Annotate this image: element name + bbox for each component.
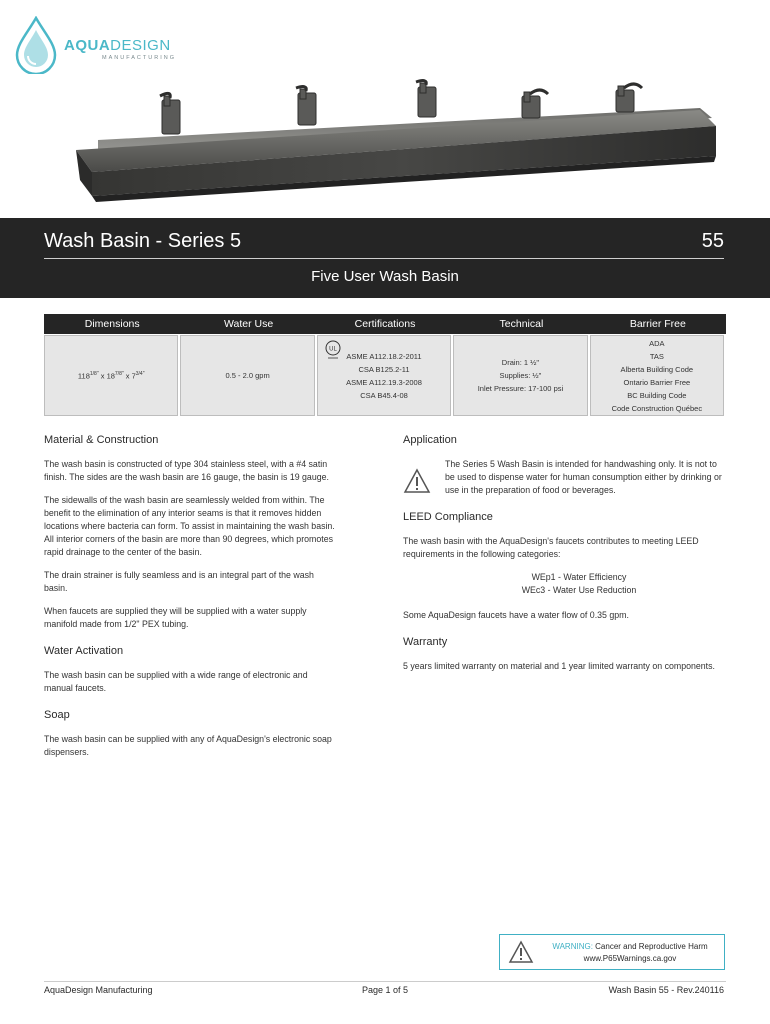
barrier-free-line: ADA xyxy=(649,338,665,348)
cert-line: ASME A112.19.3-2008 xyxy=(346,377,422,387)
title-divider xyxy=(44,258,724,259)
header-technical: Technical xyxy=(499,318,544,330)
footer-page-number: Page 1 of 5 xyxy=(362,985,409,995)
barrier-free-line: Code Construction Québec xyxy=(611,403,703,413)
section-heading-water-activation: Water Activation xyxy=(44,645,124,657)
water-use-value: 0.5 - 2.0 gpm xyxy=(225,371,270,380)
footer-divider xyxy=(44,981,726,982)
material-paragraph: The wash basin is constructed of type 304 stainless steel, with a #4 satin finish. The sides are the wash basin are 16 gauge, the basin is 19 gauge. xyxy=(44,459,329,482)
hero-image-area xyxy=(0,0,770,218)
barrier-free-line: TAS xyxy=(649,351,664,361)
svg-text:UL: UL xyxy=(328,346,337,353)
prop65-text xyxy=(540,941,720,965)
barrier-free-line: BC Building Code xyxy=(627,390,687,400)
title-band xyxy=(0,218,770,298)
left-column xyxy=(44,434,336,769)
section-heading-soap: Soap xyxy=(44,709,70,721)
technical-line: Supplies: ½" xyxy=(499,371,542,380)
spec-table-header xyxy=(44,314,726,334)
brand-name: AQUADESIGN xyxy=(64,37,171,54)
header-certifications: Certifications xyxy=(354,318,416,330)
brand-tagline: MANUFACTURING xyxy=(102,55,176,61)
section-heading-application: Application xyxy=(403,434,457,446)
cert-line: ASME A112.18.2-2011 xyxy=(346,351,422,361)
section-heading-leed: LEED Compliance xyxy=(403,511,493,523)
cell-dimensions xyxy=(44,335,178,416)
application-block xyxy=(403,458,725,497)
prop65-warning-label: WARNING: xyxy=(552,942,593,951)
footer-company: AquaDesign Manufacturing xyxy=(44,985,153,995)
dimensions-value: $118^{1/8"}$ x $18^{7/8"}$ x $7^{3/4"}$ xyxy=(77,371,145,381)
cell-water-use xyxy=(180,335,314,416)
section-heading-warranty: Warranty xyxy=(403,636,448,648)
model-number: 55 xyxy=(701,230,724,252)
cert-line: CSA B125.2-11 xyxy=(358,364,410,374)
barrier-free-line: Ontario Barrier Free xyxy=(623,377,691,387)
right-column xyxy=(403,434,725,683)
leed-note: Some AquaDesign faucets have a water flow of 0.35 gpm. xyxy=(403,610,629,620)
prop65-warning-box xyxy=(499,934,725,970)
warranty-paragraph: 5 years limited warranty on material and 1 year limited warranty on components. xyxy=(403,661,715,671)
technical-line: Inlet Pressure: 17-100 psi xyxy=(477,384,564,393)
material-paragraph: The drain strainer is fully seamless and is an integral part of the wash basin. xyxy=(44,570,314,593)
leed-list xyxy=(403,571,725,597)
page-subtitle: Five User Wash Basin xyxy=(311,268,459,285)
footer-revision: Wash Basin 55 - Rev.240116 xyxy=(608,985,724,995)
cell-technical xyxy=(453,335,587,416)
prop65-url[interactable]: www.P65Warnings.ca.gov xyxy=(583,954,677,963)
leed-paragraph: The wash basin with the AquaDesign's faucets contributes to meeting LEED requirements in the following categories: xyxy=(403,536,699,559)
prop65-warning-text: Cancer and Reproductive Harm xyxy=(595,942,708,951)
application-paragraph: The Series 5 Wash Basin is intended for handwashing only. It is not to be used to dispense water for human consumption either by drinking or use in the preparation of food or beverages. xyxy=(445,459,722,495)
header-barrier-free: Barrier Free xyxy=(629,318,686,330)
water-activation-paragraph: The wash basin can be supplied with a wide range of electronic and manual faucets. xyxy=(44,670,308,693)
cul-certification-mark-icon xyxy=(324,340,342,360)
header-dimensions: Dimensions xyxy=(84,318,140,330)
leed-item: WEp1 - Water Efficiency xyxy=(531,572,627,582)
soap-paragraph: The wash basin can be supplied with any of AquaDesign's electronic soap dispensers. xyxy=(44,734,332,757)
material-paragraph: The sidewalls of the wash basin are seamlessly welded from within. The benefit to the elimination of any interior seams is that it removes hidden locations where bacteria can form. To assist in maintaining the wash basin. All interior corners of the basin are more than 90 degrees, which promotes rapid drainage to the center of the basin. xyxy=(44,495,335,557)
section-heading-material: Material & Construction xyxy=(44,434,159,446)
barrier-free-line: Alberta Building Code xyxy=(620,364,694,374)
header-water-use: Water Use xyxy=(224,318,274,330)
page-title: Wash Basin - Series 5 xyxy=(44,230,242,252)
material-paragraph: When faucets are supplied they will be supplied with a water supply manifold made from 1/2" PEX tubing. xyxy=(44,606,307,629)
warning-triangle-icon xyxy=(403,468,431,494)
cert-line: CSA B45.4-08 xyxy=(360,390,408,400)
leed-item: WEc3 - Water Use Reduction xyxy=(521,585,637,595)
spec-table-body xyxy=(44,335,724,416)
wash-basin-product-image xyxy=(0,0,770,218)
warning-triangle-icon xyxy=(508,940,534,964)
cell-barrier-free xyxy=(590,335,724,416)
cell-certifications xyxy=(317,335,451,416)
technical-line: Drain: 1 ½" xyxy=(501,358,540,367)
